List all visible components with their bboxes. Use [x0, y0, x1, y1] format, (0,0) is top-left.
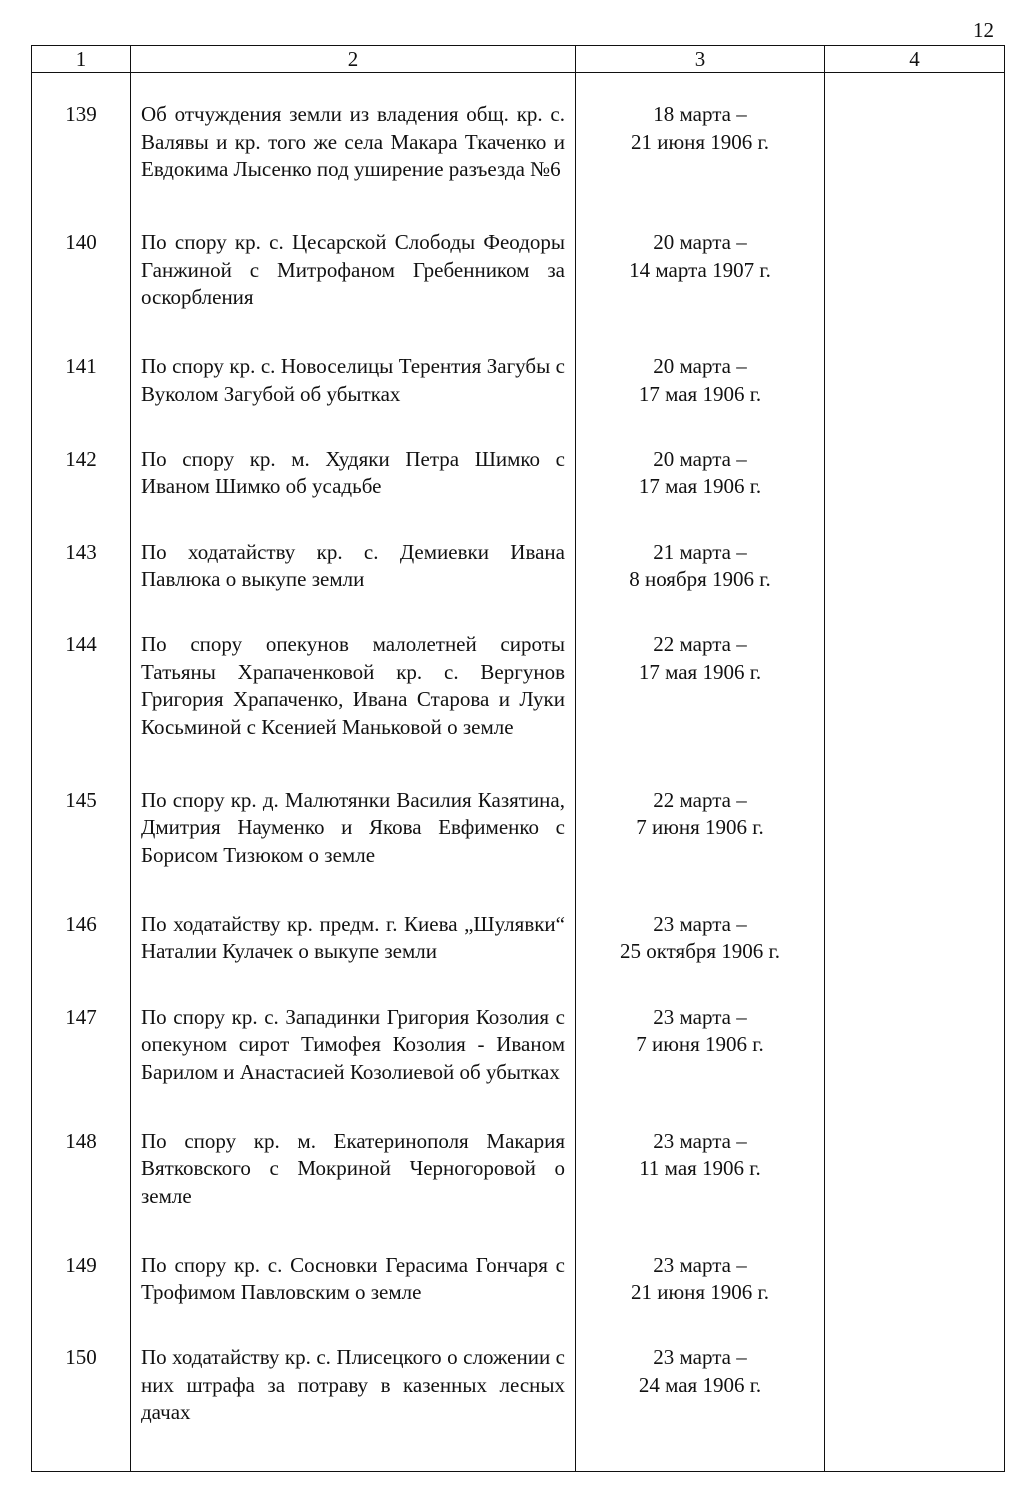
column-header-1: 1 — [32, 46, 131, 73]
case-note — [825, 446, 1005, 539]
date-end: 21 июня 1906 г. — [630, 1280, 770, 1305]
case-dates — [576, 539, 825, 632]
table-row — [32, 539, 1005, 632]
column-header-3: 3 — [576, 46, 825, 73]
table-row — [32, 1252, 1005, 1345]
case-title: По ходатайству кр. с. Плисецкого о сложении с них штрафа за потраву в казенных лесных дачах — [131, 1344, 576, 1468]
date-start: 23 марта – — [653, 1345, 747, 1370]
case-title: По спору кр. м. Екатеринополя Макария Вятковского с Мокриной Черногоровой о земле — [131, 1128, 576, 1252]
page-number: 12 — [973, 18, 994, 42]
row-number: 146 — [32, 911, 131, 1004]
case-dates — [576, 1004, 825, 1128]
date-start: 22 марта – — [653, 787, 747, 812]
case-title: Об отчуждения земли из владения общ. кр. с. Валявы и кр. того же села Макара Ткаченко и Евдокима Лысенко под уширение разъезда №6 — [131, 73, 576, 230]
case-dates — [576, 787, 825, 911]
case-dates — [576, 1344, 825, 1468]
case-title: По спору кр. с. Сосновки Герасима Гончаря с Трофимом Павловским о земле — [131, 1252, 576, 1345]
date-start: 23 марта – — [653, 911, 747, 936]
case-note — [825, 911, 1005, 1004]
date-end: 8 ноября 1906 г. — [629, 567, 771, 592]
case-title: По спору кр. с. Цесарской Слободы Феодоры Ганжиной с Митрофаном Гребенником за оскорбления — [131, 229, 576, 353]
date-start: 23 марта – — [653, 1128, 747, 1153]
date-start: 22 марта – — [653, 632, 747, 657]
register-table — [31, 45, 1005, 1472]
case-title: По спору опекунов малолетней сироты Татьяны Храпаченковой кр. с. Вергунов Григория Храпаченко, Ивана Старова и Луки Косьминой с Ксенией Маньковой о земле — [131, 631, 576, 787]
case-note — [825, 1128, 1005, 1252]
date-end: 17 мая 1906 г. — [638, 659, 762, 684]
table-header — [32, 46, 1005, 73]
table-body — [32, 73, 1005, 1472]
row-number: 150 — [32, 1344, 131, 1468]
date-end: 21 июня 1906 г. — [630, 129, 770, 154]
case-title: По спору кр. д. Малютянки Василия Казятина, Дмитрия Науменко и Якова Евфименко с Борисом Тизюком о земле — [131, 787, 576, 911]
table-row — [32, 73, 1005, 230]
date-start: 18 марта – — [653, 102, 747, 126]
date-start: 20 марта – — [653, 230, 747, 255]
row-number: 140 — [32, 229, 131, 353]
case-note — [825, 1004, 1005, 1128]
date-end: 7 июня 1906 г. — [636, 1032, 764, 1057]
case-title: По ходатайству кр. с. Демиевки Ивана Павлюка о выкупе земли — [131, 539, 576, 632]
case-dates — [576, 631, 825, 787]
date-start: 23 марта – — [653, 1252, 747, 1277]
date-start: 21 марта – — [653, 539, 747, 564]
row-number: 142 — [32, 446, 131, 539]
case-note — [825, 353, 1005, 446]
row-number: 141 — [32, 353, 131, 446]
table-row — [32, 787, 1005, 911]
row-number: 145 — [32, 787, 131, 911]
table-row — [32, 631, 1005, 787]
row-number: 148 — [32, 1128, 131, 1252]
column-header-4: 4 — [825, 46, 1005, 73]
case-note — [825, 1344, 1005, 1468]
table-row — [32, 1004, 1005, 1128]
case-dates — [576, 73, 825, 230]
table-row — [32, 911, 1005, 1004]
case-dates — [576, 1128, 825, 1252]
date-end: 7 июня 1906 г. — [636, 815, 764, 840]
row-number: 143 — [32, 539, 131, 632]
case-note — [825, 1252, 1005, 1345]
case-note — [825, 539, 1005, 632]
case-dates — [576, 353, 825, 446]
case-dates — [576, 911, 825, 1004]
case-dates — [576, 446, 825, 539]
date-end: 14 марта 1907 г. — [629, 257, 771, 282]
date-end: 17 мая 1906 г. — [638, 381, 762, 406]
case-dates — [576, 229, 825, 353]
table-row — [32, 229, 1005, 353]
date-start: 20 марта – — [653, 446, 747, 471]
case-dates — [576, 1252, 825, 1345]
date-start: 23 марта – — [653, 1004, 747, 1029]
date-end: 17 мая 1906 г. — [638, 474, 762, 499]
case-note — [825, 787, 1005, 911]
row-number: 147 — [32, 1004, 131, 1128]
row-number: 149 — [32, 1252, 131, 1345]
date-start: 20 марта – — [653, 354, 747, 379]
date-end: 11 мая 1906 г. — [639, 1156, 761, 1181]
date-end: 25 октября 1906 г. — [619, 939, 781, 964]
case-note — [825, 229, 1005, 353]
case-note — [825, 73, 1005, 230]
case-title: По спору кр. с. Новоселицы Терентия Загубы с Вуколом Загубой об убытках — [131, 353, 576, 446]
table-row — [32, 353, 1005, 446]
table-row — [32, 1344, 1005, 1468]
table-row — [32, 1128, 1005, 1252]
case-title: По ходатайству кр. предм. г. Киева „Шулявки“ Наталии Кулачек о выкупе земли — [131, 911, 576, 1004]
case-title: По спору кр. м. Худяки Петра Шимко с Иваном Шимко об усадьбе — [131, 446, 576, 539]
case-title: По спору кр. с. Западинки Григория Козолия с опекуном сирот Тимофея Козолия - Иваном Барилом и Анастасией Козолиевой об убытках — [131, 1004, 576, 1128]
case-note — [825, 631, 1005, 787]
column-header-2: 2 — [131, 46, 576, 73]
row-number: 139 — [32, 73, 131, 230]
table-filler-row — [32, 1469, 1005, 1472]
table-row — [32, 446, 1005, 539]
row-number: 144 — [32, 631, 131, 787]
date-end: 24 мая 1906 г. — [638, 1372, 762, 1397]
header-row — [32, 46, 1005, 73]
